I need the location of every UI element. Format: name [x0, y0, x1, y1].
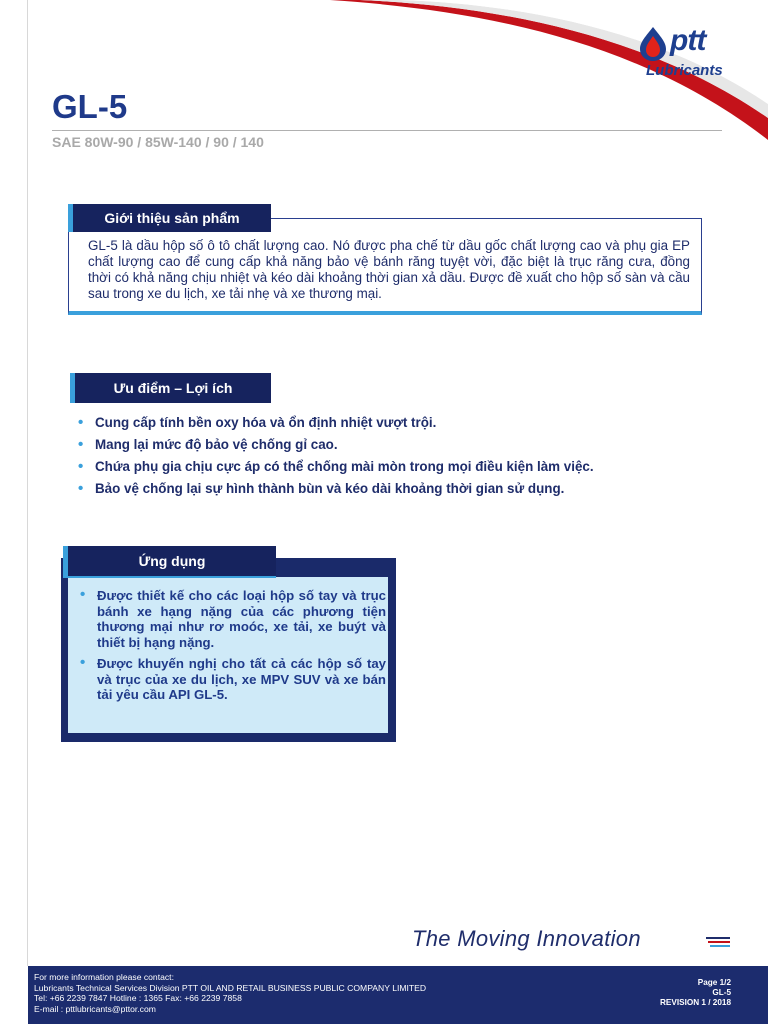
bullet-icon: • — [78, 414, 84, 431]
tagline: The Moving Innovation — [412, 926, 641, 951]
footer-product: GL-5 — [712, 988, 731, 997]
applications-heading: Ứng dụng — [63, 546, 276, 576]
logo-wordmark: ptt — [670, 24, 706, 57]
bullet-icon: • — [80, 654, 86, 671]
advantages-list — [76, 412, 594, 500]
revision: REVISION 1 / 2018 — [660, 998, 731, 1007]
list-item — [78, 656, 386, 703]
advantage-text: Chứa phụ gia chịu cực áp có thể chống mài mòn trong mọi điều kiện làm việc. — [95, 459, 594, 474]
footer — [28, 966, 768, 1024]
speed-lines-icon — [706, 936, 730, 948]
logo-subtitle: Lubricants — [646, 62, 723, 79]
advantages-heading: Ưu điểm – Lợi ích — [70, 373, 271, 403]
intro-text: GL-5 là dầu hộp số ô tô chất lượng cao. Nó được pha chế từ dầu gốc chất lượng cao và phụ gia EP chất lượng cao để cung cấp khả năng bảo vệ bánh răng tuyệt vời, đặc biệt là trục răng cưa, đồng thời có khả năng chịu nhiệt và kéo dài khoảng thời gian xả dầu. Được đề xuất cho hộp số sàn và cầu sau trong xe du lịch, xe tải nhẹ và xe thương mại. — [88, 238, 690, 301]
bullet-icon: • — [78, 458, 84, 475]
page-info — [660, 978, 731, 1008]
page-number: Page 1/2 — [697, 978, 731, 987]
list-item — [76, 456, 594, 478]
bullet-icon: • — [78, 480, 84, 497]
list-item — [78, 588, 386, 650]
contact-line: For more information please contact: — [34, 972, 174, 982]
contact-email[interactable]: E-mail : pttlubricants@pttor.com — [34, 1003, 156, 1014]
page-left-rule — [27, 0, 28, 966]
bullet-icon: • — [80, 586, 86, 603]
product-grades: SAE 80W-90 / 85W-140 / 90 / 140 — [52, 134, 264, 150]
title-divider — [52, 130, 722, 131]
product-title: GL-5 — [52, 88, 128, 125]
advantage-text: Mang lại mức độ bảo vệ chống gỉ cao. — [95, 437, 338, 452]
oil-drop-icon — [638, 26, 668, 62]
ptt-lubricants-logo — [632, 22, 742, 84]
contact-line: Lubricants Technical Services Division PTT OIL AND RETAIL BUSINESS PUBLIC COMPANY LIMITED — [34, 982, 427, 993]
list-item — [76, 434, 594, 456]
contact-line: Tel: +66 2239 7847 Hotline : 1365 Fax: +66 2239 7858 — [34, 993, 242, 1003]
list-item — [76, 412, 594, 434]
bullet-icon: • — [78, 436, 84, 453]
list-item — [76, 478, 594, 500]
application-text: Được khuyến nghị cho tất cả các hộp số tay và trục của xe du lịch, xe MPV SUV và xe bán tải yêu cầu API GL-5. — [97, 656, 386, 702]
advantage-text: Bảo vệ chống lại sự hình thành bùn và kéo dài khoảng thời gian sử dụng. — [95, 481, 565, 496]
application-text: Được thiết kế cho các loại hộp số tay và trục bánh xe hạng nặng của các phương tiện thương mại như rơ moóc, xe tải, xe buýt và thiết bị hạng nặng. — [97, 588, 386, 650]
contact-info — [34, 972, 426, 1014]
advantage-text: Cung cấp tính bền oxy hóa và ổn định nhiệt vượt trội. — [95, 415, 437, 430]
intro-heading: Giới thiệu sản phẩm — [68, 204, 271, 232]
applications-list — [78, 588, 386, 709]
